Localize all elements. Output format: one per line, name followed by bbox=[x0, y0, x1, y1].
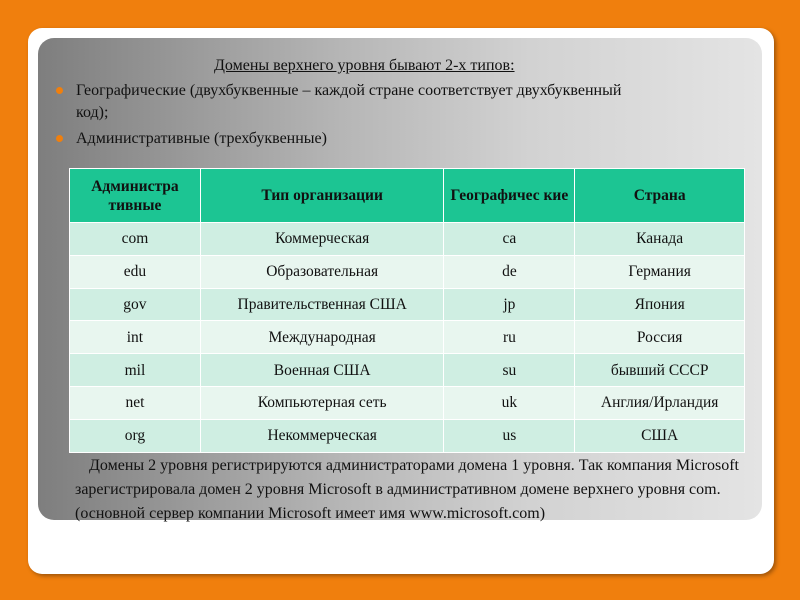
bullet-text: Географические (двухбуквенные – каждой стране соответствует двухбуквенный код); bbox=[76, 82, 622, 121]
cell-geo-domain: su bbox=[444, 354, 575, 387]
domains-table bbox=[69, 168, 745, 453]
cell-admin-domain: mil bbox=[70, 354, 201, 387]
cell-admin-domain: org bbox=[70, 419, 201, 452]
bullet-dot-icon bbox=[56, 135, 63, 142]
cell-geo-domain: us bbox=[444, 419, 575, 452]
table-row bbox=[70, 321, 745, 354]
bullet-dot-icon bbox=[56, 87, 63, 94]
cell-org-type: Международная bbox=[200, 321, 444, 354]
cell-admin-domain: int bbox=[70, 321, 201, 354]
table-row bbox=[70, 255, 745, 288]
bullet-text: Административные (трехбуквенные) bbox=[76, 130, 327, 147]
cell-country: Россия bbox=[575, 321, 745, 354]
cell-country: Канада bbox=[575, 223, 745, 256]
cell-country: Япония bbox=[575, 288, 745, 321]
cell-geo-domain: jp bbox=[444, 288, 575, 321]
cell-org-type: Коммерческая bbox=[200, 223, 444, 256]
cell-admin-domain: gov bbox=[70, 288, 201, 321]
cell-country: Германия bbox=[575, 255, 745, 288]
header-organization-type: Тип организации bbox=[200, 169, 444, 223]
slide-heading: Домены верхнего уровня бывают 2-х типов: bbox=[214, 57, 515, 74]
footer-paragraph: Домены 2 уровня регистрируются администраторами домена 1 уровня. Так компания Microsoft зарегистрировала домен 2 уровня Microsoft в административном домене верхнего уровня com. (основной сервер компании Microsoft имеет имя www.microsoft.com) bbox=[75, 457, 739, 522]
cell-org-type: Образовательная bbox=[200, 255, 444, 288]
cell-geo-domain: ru bbox=[444, 321, 575, 354]
cell-country: Англия/Ирландия bbox=[575, 386, 745, 419]
cell-admin-domain: edu bbox=[70, 255, 201, 288]
table-row bbox=[70, 386, 745, 419]
cell-org-type: Некоммерческая bbox=[200, 419, 444, 452]
cell-geo-domain: de bbox=[444, 255, 575, 288]
cell-admin-domain: com bbox=[70, 223, 201, 256]
header-country: Страна bbox=[575, 169, 745, 223]
table-header-row bbox=[70, 169, 745, 223]
cell-country: бывший СССР bbox=[575, 354, 745, 387]
table-row bbox=[70, 354, 745, 387]
table-row bbox=[70, 288, 745, 321]
cell-geo-domain: uk bbox=[444, 386, 575, 419]
table-row bbox=[70, 223, 745, 256]
cell-geo-domain: ca bbox=[444, 223, 575, 256]
table-row bbox=[70, 419, 745, 452]
bullet-list bbox=[54, 80, 654, 154]
cell-org-type: Военная США bbox=[200, 354, 444, 387]
cell-org-type: Компьютерная сеть bbox=[200, 386, 444, 419]
header-geographic: Географичес кие bbox=[444, 169, 575, 223]
header-administrative: Администра тивные bbox=[70, 169, 201, 223]
bullet-item-geographic bbox=[54, 80, 654, 124]
cell-country: США bbox=[575, 419, 745, 452]
bullet-item-administrative bbox=[54, 128, 654, 150]
cell-admin-domain: net bbox=[70, 386, 201, 419]
cell-org-type: Правительственная США bbox=[200, 288, 444, 321]
